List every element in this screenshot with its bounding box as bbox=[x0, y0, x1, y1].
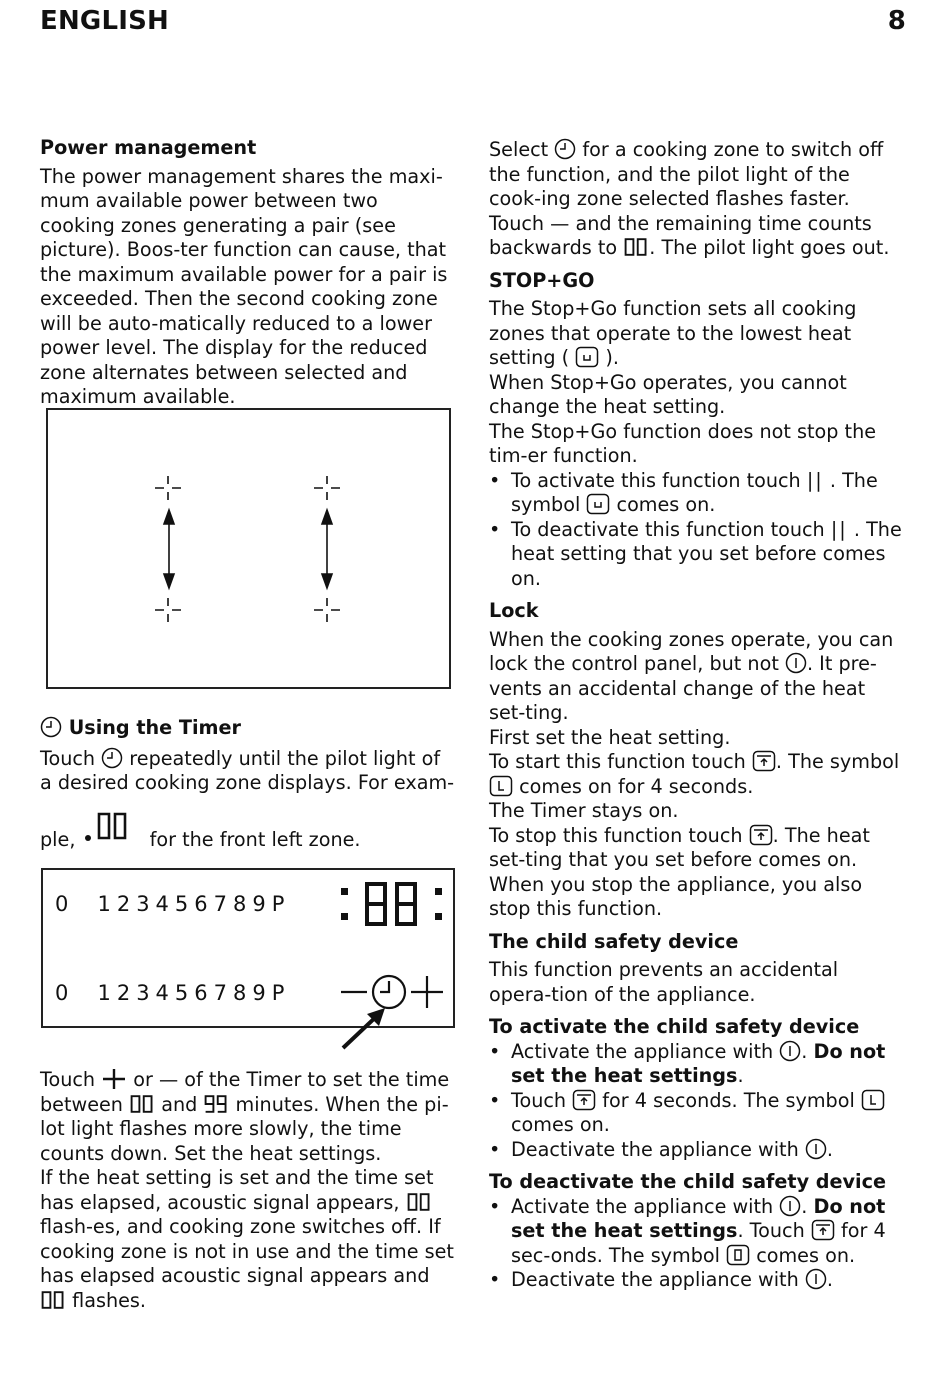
ca3a: Deactivate the appliance with bbox=[511, 1137, 799, 1161]
power-icon bbox=[805, 1268, 827, 1290]
ca3b: . bbox=[826, 1137, 833, 1161]
t2b: or — of the Timer to set the time bbox=[133, 1068, 450, 1091]
child-safety-heading: The child safety device bbox=[489, 929, 739, 953]
zone-marker-bottom-right bbox=[314, 598, 340, 622]
power-icon bbox=[779, 1195, 801, 1217]
t3c: flashes. bbox=[72, 1288, 147, 1312]
sb2a: To deactivate this function touch bbox=[511, 517, 825, 541]
ca1b: . bbox=[801, 1039, 808, 1063]
s1b: ). bbox=[605, 346, 619, 369]
cd2a: Deactivate the appliance with bbox=[511, 1268, 799, 1291]
ca1d: . bbox=[737, 1064, 744, 1087]
t1d: for the front left zone. bbox=[149, 827, 361, 851]
panel-zero: 0 bbox=[55, 892, 75, 916]
timer-icon bbox=[554, 138, 576, 160]
display-00-icon bbox=[406, 1192, 432, 1212]
cd1a: Activate the appliance with bbox=[511, 1194, 774, 1218]
panel-digits: 123456789P bbox=[97, 892, 291, 916]
pair-arrow-right bbox=[322, 510, 332, 588]
cd2b: . bbox=[826, 1268, 833, 1291]
t2a: Touch bbox=[40, 1068, 96, 1091]
timer-section-2 bbox=[40, 1068, 456, 1313]
panel-zero: 0 bbox=[55, 981, 75, 1005]
t2d: and bbox=[161, 1092, 198, 1116]
stopgo-text-2: When Stop+Go operates, you cannot change the heat setting. bbox=[489, 370, 847, 418]
panel-row-1 bbox=[55, 892, 290, 916]
zone-marker-top-right bbox=[314, 476, 340, 500]
display-00-icon bbox=[129, 1094, 155, 1114]
sb1b: . The symbol bbox=[511, 468, 878, 516]
panel-digits: 123456789P bbox=[97, 981, 291, 1005]
timer-icon bbox=[101, 747, 123, 769]
power-management-heading: Power management bbox=[40, 136, 257, 159]
sb1a: To activate this function touch bbox=[511, 468, 801, 492]
stopgo-heading: STOP+GO bbox=[489, 268, 595, 292]
lock-text-4: The Timer stays on. bbox=[489, 799, 679, 822]
sb2b: . The heat setting that you set before comes on. bbox=[511, 517, 902, 590]
cd1f: comes on. bbox=[756, 1243, 856, 1267]
child-safety-activate-heading: To activate the child safety device bbox=[489, 1015, 860, 1038]
ca2a: Touch bbox=[511, 1088, 567, 1112]
t2c: between bbox=[40, 1092, 123, 1116]
zone-marker-top-left bbox=[155, 476, 181, 500]
child-safety-text: This function prevents an accidental opera-tion of the appliance. bbox=[489, 958, 839, 1006]
t3a: If the heat setting is set and the time set has elapsed, acoustic signal appears, bbox=[40, 1166, 434, 1214]
r0b: for a cooking zone to switch off the function, and the pilot light of the cook-ing zone selected flashes faster. Touch — and the remaining time counts backwards bbox=[489, 138, 884, 259]
control-panel-diagram bbox=[41, 868, 455, 1028]
lock-text-6: When you stop the appliance, you also stop this function. bbox=[489, 872, 863, 920]
l3a: To start this function touch bbox=[489, 750, 746, 773]
stopgo-pause-icon: || bbox=[830, 517, 848, 541]
s1a: The Stop+Go function sets all cooking zones that operate to the lowest heat setting ( bbox=[489, 297, 857, 369]
timer-text-3 bbox=[40, 1166, 456, 1313]
right-column bbox=[489, 138, 905, 1293]
stopgo-pause-icon: || bbox=[806, 468, 824, 492]
power-icon bbox=[805, 1138, 827, 1160]
cd1e: for 4 sec-onds. The symbol bbox=[511, 1219, 886, 1267]
lock-symbol-l-icon bbox=[489, 775, 513, 797]
panel-row-2 bbox=[55, 981, 290, 1005]
left-column bbox=[40, 136, 456, 410]
l3c: comes on for 4 seconds. bbox=[519, 774, 754, 798]
timer-example bbox=[40, 810, 456, 853]
timer-icon bbox=[40, 716, 62, 738]
l5a: To stop this function touch bbox=[489, 823, 743, 847]
page-number: 8 bbox=[887, 6, 906, 36]
timer-display-88-icon bbox=[337, 878, 455, 932]
l1b: . It pre-vents an accidental change of the heat set-ting. bbox=[489, 652, 877, 724]
lock-text-5 bbox=[489, 824, 905, 873]
timer-heading-text: Using the Timer bbox=[68, 716, 242, 739]
pointer-arrow-icon bbox=[339, 1006, 399, 1066]
r0d: . The pilot light goes out. bbox=[649, 236, 890, 259]
activate-bullet-1: • Activate the appliance with . Do not set the heat settings. bbox=[489, 1039, 886, 1087]
l5b: . The heat set-ting that you set before comes on. bbox=[489, 823, 870, 871]
timer-text-1 bbox=[40, 747, 456, 796]
lock-text-3 bbox=[489, 750, 905, 799]
sb1c: comes on. bbox=[616, 493, 716, 516]
child-safety-deactivate-heading: To deactivate the child safety device bbox=[489, 1170, 886, 1193]
symbol-zero-icon bbox=[726, 1244, 750, 1266]
ca1a: Activate the appliance with bbox=[511, 1039, 774, 1063]
lock-key-icon bbox=[572, 1089, 596, 1111]
display-99-icon bbox=[203, 1094, 229, 1114]
lock-key-icon bbox=[811, 1219, 835, 1241]
plus-icon bbox=[101, 1068, 127, 1090]
stopgo-text-1 bbox=[489, 297, 905, 371]
timer-text-2 bbox=[40, 1068, 456, 1166]
power-icon bbox=[779, 1040, 801, 1062]
cooking-zone-pair-graphic bbox=[48, 410, 449, 687]
t1b: repeatedly until the pilot light of a desired cooking zone displays. For exam- bbox=[40, 746, 455, 794]
t1c: ple, bbox=[40, 827, 76, 851]
pair-arrow-left bbox=[164, 510, 174, 588]
front-left-zone-display-icon bbox=[82, 810, 144, 846]
ca2c: comes on. bbox=[511, 1113, 610, 1136]
power-management-text: The power management shares the maxi-mum available power between two cooking zones generating a pair (see picture). Boos-ter function can cause, that the maximum available power for a pair is exceeded. Then the second cooking zone will be auto-matically reduced to a lower power level. The display for the reduced zone alternates between selected and maximum available. bbox=[40, 164, 448, 408]
activate-bullet-2: • Touch for 4 seconds. The symbol comes on. bbox=[489, 1089, 905, 1138]
stopgo-bullet-2: • To deactivate this function touch || . The heat setting that you set before comes on. bbox=[489, 517, 902, 590]
stopgo-text-3: The Stop+Go function does not stop the tim-er function. bbox=[489, 419, 877, 467]
timer-heading bbox=[40, 716, 456, 741]
r0c: to bbox=[597, 236, 618, 259]
lock-key-icon bbox=[752, 750, 776, 772]
timer-section bbox=[40, 716, 456, 852]
lowest-heat-symbol-icon bbox=[586, 493, 610, 515]
zone-marker-bottom-left bbox=[155, 598, 181, 622]
deactivate-bullet-2: • Deactivate the appliance with . bbox=[489, 1268, 833, 1291]
r0a: Select bbox=[489, 138, 549, 161]
power-icon bbox=[785, 652, 807, 674]
t2e: minutes. When the pi-lot light flashes more slowly, the time counts down. Set the heat settings. bbox=[40, 1092, 449, 1165]
cd1c: Do not set the heat settings bbox=[511, 1194, 886, 1242]
cd1d: . Touch bbox=[737, 1219, 805, 1242]
lock-text-2: First set the heat setting. bbox=[489, 725, 731, 749]
header-language: ENGLISH bbox=[40, 6, 169, 36]
timer-switch-off-text bbox=[489, 138, 905, 261]
t3b: flash-es, and cooking zone switches off. If cooking zone is not in use and the time set has elapsed acoustic signal appears and bbox=[40, 1215, 454, 1287]
display-00-icon bbox=[40, 1290, 66, 1310]
lock-text-1 bbox=[489, 628, 905, 726]
stopgo-bullet-1: • To activate this function touch || . The symbol comes on. bbox=[489, 468, 878, 516]
deactivate-bullet-1: • Activate the appliance with . Do not set the heat settings. Touch for 4 sec-onds. The symbol comes on. bbox=[489, 1194, 886, 1267]
lock-heading: Lock bbox=[489, 599, 539, 622]
ca2b: for 4 seconds. The symbol bbox=[602, 1088, 855, 1112]
t1a: Touch bbox=[40, 746, 96, 770]
display-00-icon bbox=[623, 237, 649, 257]
activate-bullet-3: • Deactivate the appliance with . bbox=[489, 1137, 833, 1161]
l3b: . The symbol bbox=[775, 750, 900, 773]
cd1b: . bbox=[801, 1194, 808, 1218]
lock-symbol-l-icon bbox=[861, 1089, 885, 1111]
l1a: When the cooking zones operate, you can lock the control panel, but not bbox=[489, 627, 894, 675]
lock-key-icon bbox=[749, 824, 773, 846]
power-pair-diagram bbox=[46, 408, 451, 689]
ca1c: Do not set the heat settings bbox=[511, 1039, 886, 1087]
lowest-heat-symbol-icon bbox=[575, 346, 599, 368]
